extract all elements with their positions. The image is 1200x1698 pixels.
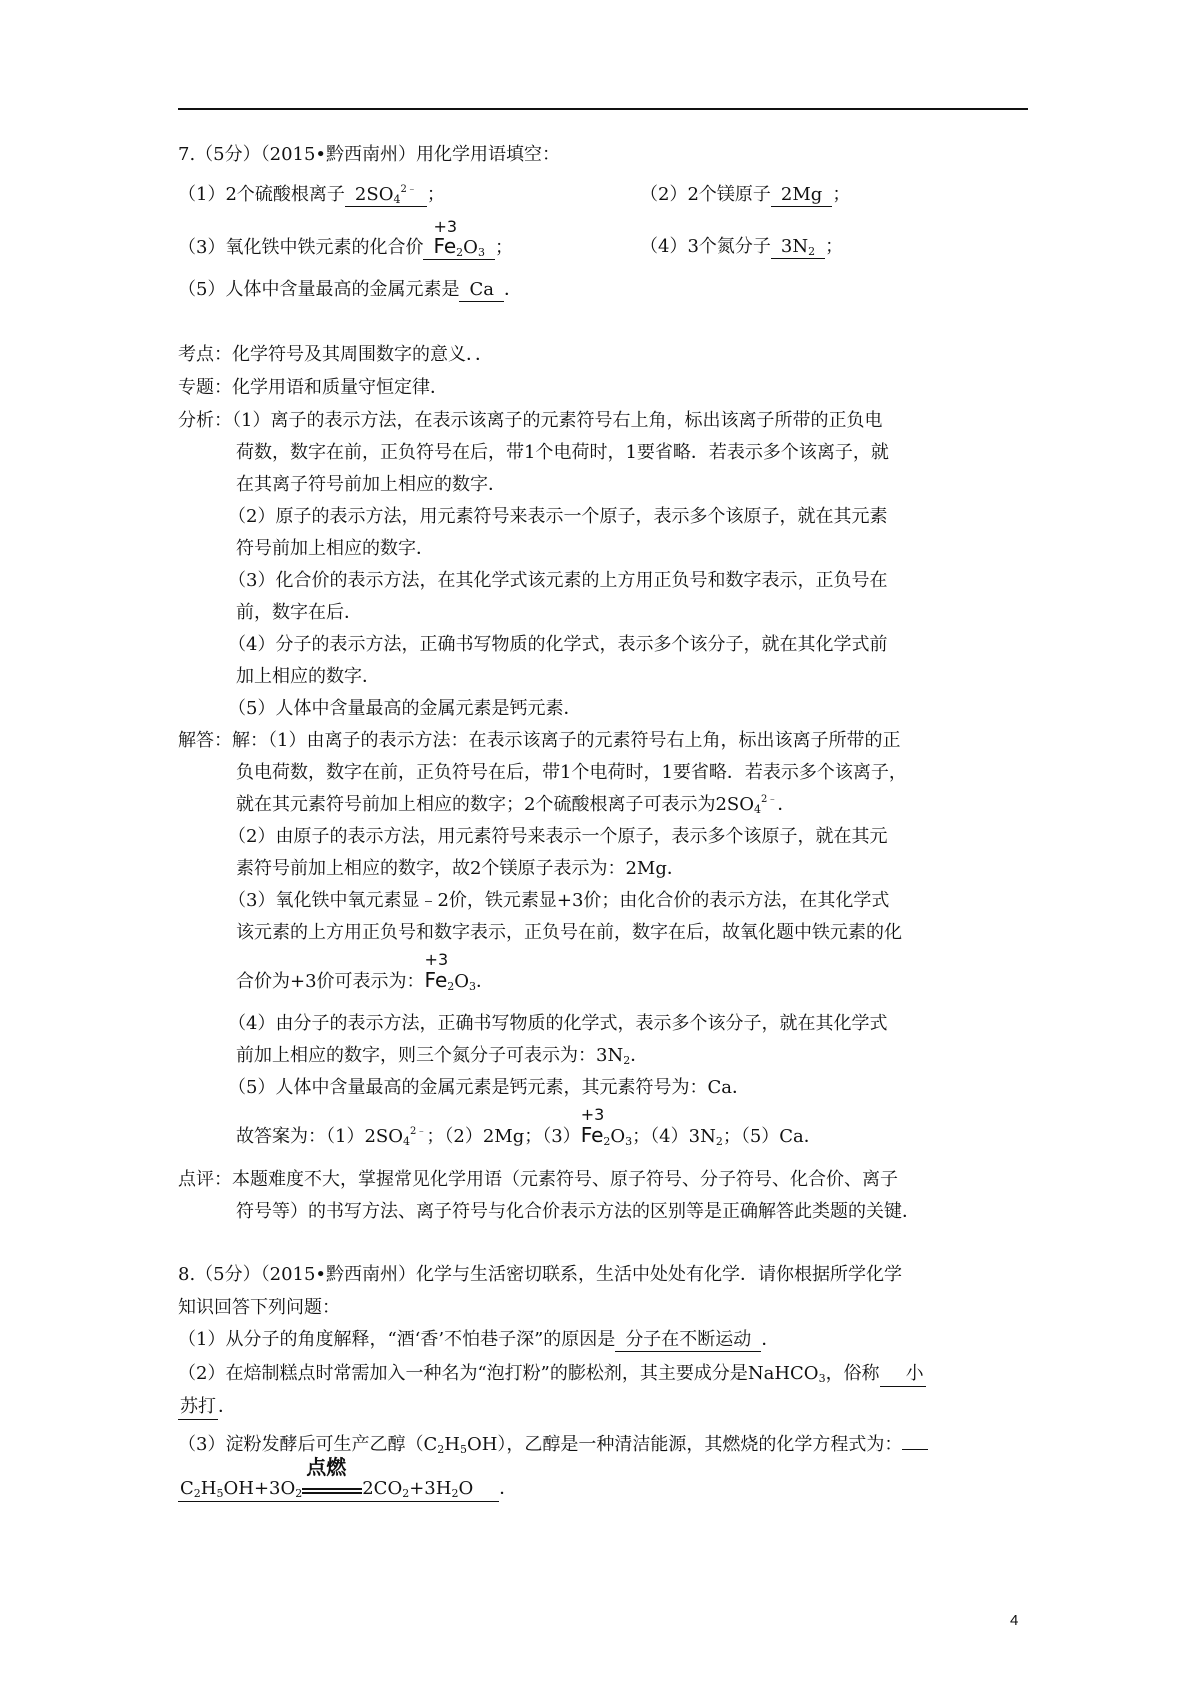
q7-part4-label: （4）3个氮分子 xyxy=(640,236,771,257)
dianping-line: 符号等）的书写方法、离子符号与化合价表示方法的区别等是正确解答此类题的关键． xyxy=(236,1201,920,1222)
fenxi-line: 在其离子符号前加上相应的数字． xyxy=(236,474,506,495)
jieda-line: 前加上相应的数字，则三个氮分子可表示为：$3N_2$． xyxy=(236,1045,649,1067)
zhuanti: 专题：化学用语和质量守恒定律． xyxy=(178,377,448,398)
q8-part1-label: （1）从分子的角度解释，“酒‘香’不怕巷子深”的原因是 xyxy=(178,1329,616,1350)
final-answer: 故答案为：$(1)2SO_4^{2﹣}$；（2）2Mg；（3） +3 $Fe_2O_3$；$(4)3N_2$；（5）Ca． xyxy=(236,1105,822,1148)
combustion-equation: $C_2H_5OH+3O_2$ 点燃 $2CO_2+3H_2O$ xyxy=(178,1478,499,1502)
page-number: 4 xyxy=(1010,1612,1019,1629)
q8-part3 xyxy=(178,1430,928,1457)
q8-part3-label: （3）淀粉发酵后可生产乙醇$(C_2H_5OH)$，乙醇是一种清洁能源，其燃烧的化学方程式为： xyxy=(178,1434,903,1456)
jieda-line: （2）由原子的表示方法，用元素符号来表示一个原子，表示多个该原子，就在其元 xyxy=(228,826,888,847)
dianping-line: 点评：本题难度不大，掌握常见化学用语（元素符号、原子符号、分子符号、化合价、离子 xyxy=(178,1169,898,1190)
q7-part2-answer: 2Mg xyxy=(771,184,832,207)
fenxi-line: （3）化合价的表示方法，在其化学式该元素的上方用正负号和数字表示，正负号在 xyxy=(228,570,888,591)
jieda-line: 解答：解：（1）由离子的表示方法：在表示该离子的元素符号右上角，标出该离子所带的正 xyxy=(178,730,901,751)
q7-part2: （2）2个镁原子 2Mg ； xyxy=(640,184,851,205)
q7-part3: （3）氧化铁中铁元素的化合价 +3 $Fe_2O_3$ ； xyxy=(178,217,513,259)
q7-part2-label: （2）2个镁原子 xyxy=(640,184,771,205)
jieda-line: 就在其元素符号前加上相应的数字；2个硫酸根离子可表示为$2SO_4^{2﹣}$． xyxy=(236,794,796,816)
q7-part3-answer: +3 $Fe_2O_3$ xyxy=(423,235,494,260)
q8-part2-label: （2）在焙制糕点时常需加入一种名为“泡打粉”的膨松剂，其主要成分是NaHCO xyxy=(178,1363,819,1384)
q7-part1-label: （1）2个硫酸根离子 xyxy=(178,184,345,205)
jieda-line: 该元素的上方用正负号和数字表示，正负号在前，数字在后，故氧化题中铁元素的化 xyxy=(236,922,902,943)
q8-header: 知识回答下列问题： xyxy=(178,1297,340,1318)
valence-formula: +3 Fe xyxy=(424,950,449,992)
kaodian: 考点：化学符号及其周围数字的意义．． xyxy=(178,344,493,365)
jieda-line: 合价为+3价可表示为： +3 $Fe_2O_3$． xyxy=(236,950,495,993)
jieda-line: 负电荷数，数字在前，正负符号在后，带1个电荷时，1要省略．若表示多个该离子， xyxy=(236,762,907,783)
fenxi-line: 加上相应的数字． xyxy=(236,666,380,687)
fenxi-line: 前，数字在后． xyxy=(236,602,362,623)
fenxi-line: 符号前加上相应的数字． xyxy=(236,538,434,559)
header-rule xyxy=(178,108,1028,110)
q7-part1-answer: $2SO_4^{2﹣}$ xyxy=(345,184,427,207)
fenxi-line: 分析：（1）离子的表示方法，在表示该离子的元素符号右上角，标出该离子所带的正负电 xyxy=(178,410,883,431)
valence-formula: +3 Fe xyxy=(433,217,458,258)
q7-part4: （4）3个氮分子 $3N_2$ ； xyxy=(640,236,844,258)
fenxi-line: （4）分子的表示方法，正确书写物质的化学式，表示多个该分子，就在其化学式前 xyxy=(228,634,888,655)
q7-part3-label: （3）氧化铁中铁元素的化合价 xyxy=(178,237,424,258)
q8-equation: $C_2H_5OH+3O_2$ 点燃 $2CO_2+3H_2O$ ． xyxy=(180,1455,518,1500)
q7-part5: （5）人体中含量最高的金属元素是 Ca ． xyxy=(178,279,522,300)
q7-part5-label: （5）人体中含量最高的金属元素是 xyxy=(178,279,460,300)
jieda-line: 素符号前加上相应的数字，故2个镁原子表示为：2Mg． xyxy=(236,858,685,879)
q7-header: 7.（5分）（2015•黔西南州）用化学用语填空： xyxy=(178,144,561,165)
q8-part2-answer-cont: 苏打 xyxy=(178,1396,218,1420)
jieda-line: （3）氧化铁中氧元素显﹣2价，铁元素显+3价；由化合价的表示方法，在其化学式 xyxy=(228,890,890,911)
q8-part2-cont: 苏打 ． xyxy=(178,1395,236,1420)
q7-part4-answer: $3N_2$ xyxy=(771,236,825,259)
valence-formula: +3 Fe xyxy=(580,1105,605,1147)
jieda-line: （4）由分子的表示方法，正确书写物质的化学式，表示多个该分子，就在其化学式 xyxy=(228,1013,888,1034)
reaction-condition: 点燃 xyxy=(302,1478,362,1500)
jieda-line: （5）人体中含量最高的金属元素是钙元素，其元素符号为：Ca． xyxy=(228,1077,750,1098)
q7-part1: （1）2个硫酸根离子 $2SO_4^{2﹣}$ ； xyxy=(178,184,445,206)
fenxi-line: 荷数，数字在前，正负符号在后，带1个电荷时，1要省略．若表示多个该离子，就 xyxy=(236,442,889,463)
q7-part5-answer: Ca xyxy=(459,279,504,302)
fenxi-line: （2）原子的表示方法，用元素符号来表示一个原子，表示多个该原子，就在其元素 xyxy=(228,506,888,527)
q8-part1-answer: 分子在不断运动 xyxy=(615,1329,761,1352)
fenxi-line: （5）人体中含量最高的金属元素是钙元素． xyxy=(228,698,582,719)
q8-part2-answer: 小 xyxy=(880,1363,926,1387)
q8-header: 8.（5分）（2015•黔西南州）化学与生活密切联系，生活中处处有化学．请你根据所学化学 xyxy=(178,1264,903,1285)
q8-part2: （2）在焙制糕点时常需加入一种名为“泡打粉”的膨松剂，其主要成分是NaHCO$_3$，俗称 小 xyxy=(178,1363,924,1385)
q8-part1: （1）从分子的角度解释，“酒‘香’不怕巷子深”的原因是 分子在不断运动 ． xyxy=(178,1329,780,1350)
